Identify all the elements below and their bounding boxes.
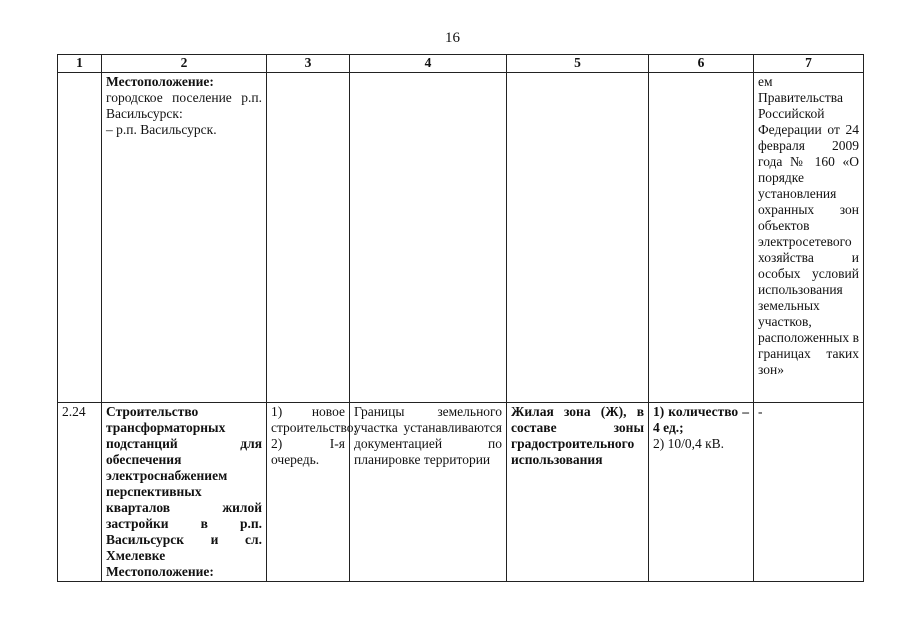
row1-params-cell (649, 73, 754, 403)
column-header-7: 7 (754, 55, 864, 73)
row2-number-cell: 2.24 (58, 403, 102, 582)
row2-restrictions-cell: - (754, 403, 864, 582)
construction-stage: 2) I-я очередь. (271, 436, 345, 467)
row1-boundary-cell (350, 73, 507, 403)
column-header-1: 1 (58, 55, 102, 73)
construction-type: 1) новое строительство; (271, 404, 358, 435)
location-label: Местоположение: (106, 564, 214, 579)
table-row (58, 403, 864, 582)
column-header-3: 3 (267, 55, 350, 73)
object-description: Строительство трансформаторных подстанций для обеспечения электроснабжением перспективных кварталов жилой застройки в р.п. Васильсурск и сл. Хмелевке (106, 404, 262, 563)
quantity-param: 1) количество – 4 ед.; (653, 404, 749, 435)
column-header-5: 5 (507, 55, 649, 73)
row1-object-cell (102, 73, 267, 403)
row1-number-cell (58, 73, 102, 403)
location-text: городское поселение р.п. Васильсурск: – р.п. Васильсурск. (106, 90, 262, 137)
row1-restrictions-cell: ем Правительства Российской Федерации от 24 февраля 2009 года № 160 «О порядке установления охранных зон объектов электросетевого хозяйства и особых условий использования земельных участков, расположенных в границах таких зон» (754, 73, 864, 403)
table-row (58, 73, 864, 403)
location-label: Местоположение: (106, 74, 214, 89)
column-header-4: 4 (350, 55, 507, 73)
column-header-6: 6 (649, 55, 754, 73)
column-header-2: 2 (102, 55, 267, 73)
header-row (58, 55, 864, 73)
row1-type-cell (267, 73, 350, 403)
row1-zone-cell (507, 73, 649, 403)
row2-zone-cell: Жилая зона (Ж), в составе зоны градостроительного использования (507, 403, 649, 582)
row2-boundary-cell: Границы земельного участка устанавливаются документацией по планировке территории (350, 403, 507, 582)
row2-object-cell (102, 403, 267, 582)
voltage-param: 2) 10/0,4 кВ. (653, 436, 725, 451)
page-number: 16 (445, 30, 460, 46)
planning-table (57, 54, 864, 582)
row2-params-cell (649, 403, 754, 582)
row2-type-cell (267, 403, 358, 582)
